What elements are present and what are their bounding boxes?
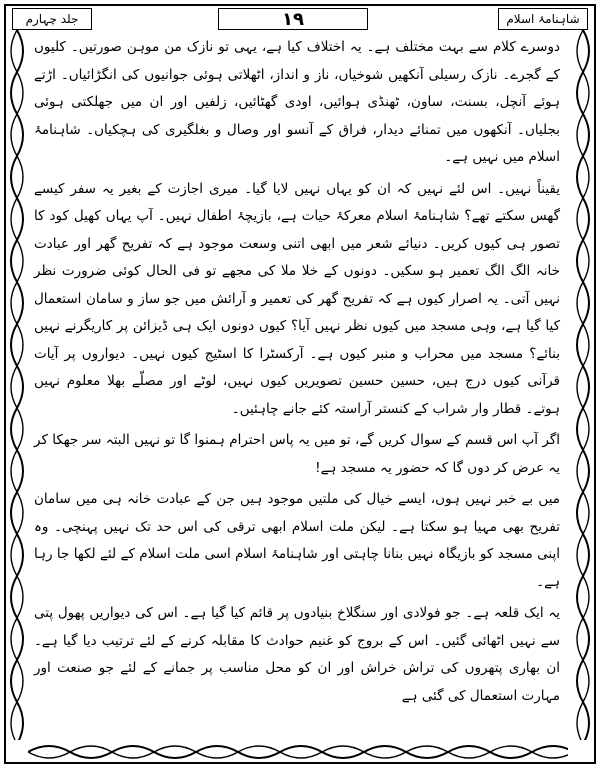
paragraph: یقیناً نہیں۔ اس لئے نہیں کہ ان کو یہاں نہیں لایا گیا۔ میری اجازت کے بغیر یہ سفر کیسے گھس سکتے تھے؟ شاہنامۂ اسلام معرکۂ حیات ہے، بازیچۂ اطفال نہیں۔ آپ یہاں کھیل کود کا تصور ہی کیوں کریں۔ دنیائے شعر میں ابھی اتنی وسعت موجود ہے کہ تفریح گھر اور عبادت خانہ الگ الگ تعمیر ہو سکیں۔ دونوں کے خلا ملا کی مجھے تو فی الحال کوئی ضرورت نظر نہیں آتی۔ یہ اصرار کیوں ہے کہ تفریح گھر کی تعمیر و آرائش میں جو ساز و سامان استعمال کیا گیا ہے، وہی مسجد میں کیوں نظر نہیں آیا؟ کیوں دونوں ایک ہی ڈیزائن پر کاریگرنے نہیں بنائے؟ مسجد میں محراب و منبر کیوں ہے۔ آرکسٹرا کا اسٹیج کیوں نہیں۔ دیواروں پر آیات قرآنی کیوں درج ہیں، حسین حسین تصویریں کیوں نہیں، لوٹے اور مصلّے بھلا معلوم نہیں ہوتے۔ قطار وار شراب کے کنستر آراستہ کئے جانے چاہئیں۔	[34, 180, 560, 417]
body-text	[34, 34, 560, 734]
decorative-border-right	[572, 30, 594, 740]
book-title: شاہنامۂ اسلام	[498, 8, 588, 30]
paragraph: اگر آپ اس قسم کے سوال کریں گے، تو میں یہ پاس احترام ہمنوا گا تو نہیں البتہ سر جھکا کر یہ عرض کر دوں گا کہ حضور یہ مسجد ہے!	[34, 432, 560, 476]
paragraph: یہ ایک قلعہ ہے۔ جو فولادی اور سنگلاخ بنیادوں پر قائم کیا گیا ہے۔ اس کی دیواریں پھول پتی سے نہیں اٹھائی گئیں۔ اس کے بروج کو غنیم حوادث کا مقابلہ کرنے کے لئے ترتیب دیا گیا ہے۔ ان بھاری پتھروں کی تراش خراش اور ان کو محل مناسب پر جمانے کے لئے جو صنعت اور مہارت استعمال کی گئی ہے	[34, 605, 560, 704]
paragraph: دوسرے کلام سے بہت مختلف ہے۔ یہ اختلاف کیا ہے، یہی تو نازک من موہن صورتیں۔ کلیوں کے گجرے۔ نازک رسیلی آنکھیں شوخیاں، ناز و انداز، اٹھلاتی ہوئی جوانیوں کی انگڑائیاں۔ اڑتے ہوئے آنچل، بسنت، ساون، ٹھنڈی ہوائیں، اودی گھٹائیں، زلفیں اور ان میں جھلکتی ہوئی بجلیاں۔ آنکھوں میں تمنائے دیدار، فراق کے آنسو اور وصال و بغلگیری کی ہچکیاں۔ شاہنامۂ اسلام میں نہیں ہے۔	[34, 39, 560, 165]
volume-label: جلد چہارم	[12, 8, 92, 30]
decorative-border-bottom	[28, 742, 568, 762]
paragraph: میں بے خبر نہیں ہوں، ایسے خیال کی ملتیں موجود ہیں جن کے عبادت خانہ ہی میں سامان تفریح بھی مہیا ہو سکتا ہے۔ لیکن ملت اسلام ابھی ترقی کی اس حد تک نہیں پہنچی۔ وہ اپنی مسجد کو بازیگاہ نہیں بنانا چاہتی اور شاہنامۂ اسلام اسی ملت اسلام کے لئے لکھا جا رہا ہے۔	[34, 491, 560, 590]
decorative-border-left	[6, 30, 28, 740]
page-header	[8, 6, 592, 32]
page-number: ١٩	[218, 8, 368, 30]
